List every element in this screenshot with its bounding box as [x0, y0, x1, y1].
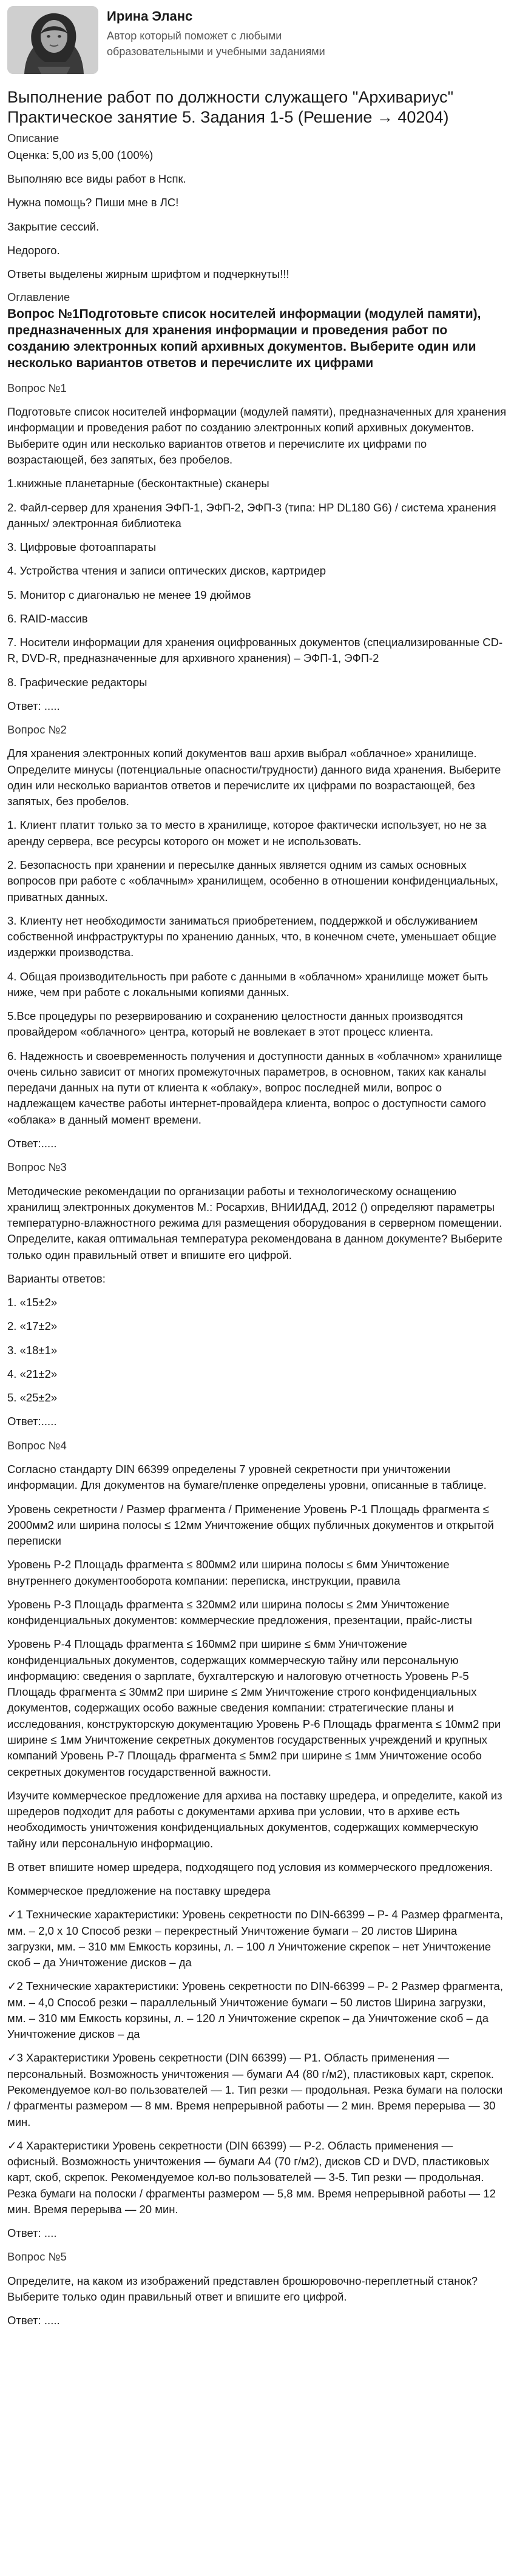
q1-option: 1.книжные планетарные (бесконтактные) сканеры: [7, 477, 269, 490]
q2-option: 2. Безопасность при хранении и пересылке данных является одним из самых основных вопросов при работе с «облачным» хранилищем, особенно в отношении конфиденциальных, приватных данных.: [7, 858, 499, 903]
q4-shredder-4: ✓4 Характеристики Уровень секретности (DIN 66399) — Р-2. Область применения — офисный. Возможность уничтожения — бумаги А4 (70 г/м2), дисков CD и DVD, пластиковых карт, скоб, скрепок. Рекомендуемое кол-во пользователей — 3-5. Тип резки — продольная. Резка бумаги на полоски / фрагменты размером — 5,8 мм. Время непрерывной работы — 12 мин. Время перерыва — 20 мин.: [7, 2139, 496, 2216]
description-line: Нужна помощь? Пиши мне в ЛС!: [7, 196, 179, 209]
q3-options-label: Варианты ответов:: [7, 1272, 106, 1285]
q1-option: 5. Монитор с диагональю не менее 19 дюймов: [7, 588, 251, 601]
q4-label: Вопрос №4: [7, 1438, 67, 1452]
description-label: Описание: [7, 131, 59, 144]
q3-label: Вопрос №3: [7, 1161, 67, 1174]
q3-option: 1. «15±2»: [7, 1296, 58, 1309]
author-info: [98, 6, 374, 60]
toc-heading[interactable]: Вопрос №1Подготовьте список носителей информации (модулей памяти), предназначенных для хранения информации и проведения работ по созданию электронных копий архивных документов. Выберите один или несколько вариантов ответов и перечислите их цифрами: [7, 307, 481, 371]
q2-option: 4. Общая производительность при работе с данными в «облачном» хранилище может быть ниже, чем при работе с локальными копиями данных.: [7, 969, 489, 999]
q1-option: 6. RAID-массив: [7, 612, 88, 625]
q1-option: 2. Файл-сервер для хранения ЭФП-1, ЭФП-2, ЭФП-3 (типа: HP DL180 G6) / система хранения данных/ электронная библиотека: [7, 501, 496, 530]
q3-option: 4. «21±2»: [7, 1367, 58, 1380]
q1-option: 3. Цифровые фотоаппараты: [7, 541, 157, 554]
description-line: Недорого.: [7, 243, 60, 257]
q4-paragraph: Уровень Р-3 Площадь фрагмента ≤ 320мм2 или ширина полосы ≤ 2мм Уничтожение конфиденциальных документов: коммерческие предложения, презентации, прайс-листы: [7, 1597, 472, 1627]
q3-answer: Ответ:.....: [7, 1415, 57, 1428]
q3-option: 2. «17±2»: [7, 1320, 58, 1333]
q2-option: 5.Все процедуры по резервированию и сохранению целостности данных производятся провайдером «облачного» центра, который не вовлекает в этот процесс клиента.: [7, 1010, 463, 1039]
q2-option: 3. Клиенту нет необходимости заниматься приобретением, поддержкой и обслуживанием собственной инфраструктуры по хранению данных, что, в конечном счете, уменьшает общие издержки производства.: [7, 914, 496, 959]
q4-shredder-3: ✓3 Характеристики Уровень секретности (DIN 66399) — Р1. Область применения — персональный. Возможность уничтожения — бумаги А4 (80 г/м2), пластиковых карт, скрепок. Рекомендуемое кол-во пользователей — 1. Тип резки — продольная. Резка бумаги на полоски / фрагменты размером — 8 мм. Время непрерывной работы — 2 мин. Время перерыва — 30 мин.: [7, 2051, 503, 2128]
q5-label: Вопрос №5: [7, 2250, 67, 2264]
q5-answer: Ответ: .....: [7, 2314, 60, 2327]
author-name[interactable]: Ирина Эланс: [107, 8, 193, 24]
q5-text: Определите, на каком из изображений представлен брошюровочно-переплетный станок? Выберите только один правильный ответ и впишите его цифрой.: [7, 2274, 478, 2303]
q1-answer: Ответ: .....: [7, 699, 60, 712]
q4-paragraph: В ответ впишите номер шредера, подходящего под условия из коммерческого предложения.: [7, 1860, 493, 1873]
author-block: [0, 0, 514, 78]
description-line: Ответы выделены жирным шрифтом и подчеркнуты!!!: [7, 268, 289, 281]
author-avatar[interactable]: [7, 6, 98, 74]
q1-option: 4. Устройства чтения и записи оптических дисков, картридер: [7, 564, 326, 578]
page-title: Выполнение работ по должности служащего "Архивариус" Практическое занятие 5. Задания 1-5 (Решение → 40204): [7, 88, 454, 126]
q3-text: Методические рекомендации по организации работы и технологическому оснащению хранилищ электронных документов М.: Росархив, ВНИИДАД, 2012 () определяют параметры температурно-влажностного режима для размещения оборудования в серверном помещении. Определите, какая оптимальная температура рекомендована в данном документе? Выберите только один правильный ответ и впишите его цифрой.: [7, 1184, 502, 1261]
q2-label: Вопрос №2: [7, 723, 67, 737]
description-line: Выполняю все виды работ в Нспк.: [7, 172, 186, 186]
q2-answer: Ответ:.....: [7, 1137, 57, 1150]
toc-label: Оглавление: [7, 291, 70, 304]
rating: Оценка: 5,00 из 5,00 (100%): [7, 148, 154, 161]
q2-option: 6. Надежность и своевременность получения и доступности данных в «облачном» хранилище очень сильно зависит от многих промежуточных параметров, в основном, таких как каналы передачи данных на пути от клиента к «облаку», вопрос последней мили, вопрос о надлежащем качестве работы интернет-провайдера клиента, вопрос о доступности самого «облака» в данный момент времени.: [7, 1049, 502, 1126]
q1-option: 7. Носители информации для хранения оцифрованных документов (специализированные CD-R, DVD-R, предназначенные для архивного хранения) – ЭФП-1, ЭФП-2: [7, 636, 503, 665]
q1-text: Подготовьте список носителей информации (модулей памяти), предназначенных для хранения информации и проведения работ по созданию электронных копий архивных документов. Выберите один или несколько вариантов ответов и перечислите их цифрами по возрастающей, без запятых, без пробелов.: [7, 405, 507, 466]
q4-paragraph: Коммерческое предложение на поставку шредера: [7, 1884, 271, 1898]
q4-paragraph: Изучите коммерческое предложение для архива на поставку шредера, и определите, какой из шредеров подходит для работы с документами архива при условии, что в архиве есть необходимость уничтожения конфиденциальных документов, содержащих коммерческую тайну или персональную информацию.: [7, 1789, 502, 1850]
description-line: Закрытие сессий.: [7, 220, 100, 233]
avatar-photo-icon: [7, 6, 98, 74]
q4-paragraph: Уровень секретности / Размер фрагмента / Применение Уровень Р-1 Площадь фрагмента ≤ 2000мм2 или ширина полосы ≤ 12мм Уничтожение общих публичных документов и открытой переписки: [7, 1502, 494, 1548]
q4-answer: Ответ: ....: [7, 2227, 57, 2240]
author-description: Автор который поможет с любыми образовательными и учебными заданиями: [107, 30, 325, 58]
q2-text: Для хранения электронных копий документов ваш архив выбрал «облачное» хранилище. Определите минусы (потенциальные опасности/трудности) данного вида хранения. Выберите один или несколько вариантов ответов и перечислите их цифрами по возрастающей, без запятых, без пробелов.: [7, 747, 501, 808]
q4-shredder-1: ✓1 Технические характеристики: Уровень секретности по DIN-66399 – Р- 4 Размер фрагмента, мм. – 2,0 х 10 Способ резки – перекрестный Уничтожение бумаги – 20 листов Ширина загрузки, мм. – 310 мм Емкость корзины, л. – 100 л Уничтожение скрепок – нет Уничтожение скоб – да Уничтожение дисков – да: [7, 1908, 503, 1969]
q1-option: 8. Графические редакторы: [7, 675, 147, 689]
q3-option: 5. «25±2»: [7, 1391, 58, 1404]
q1-label: Вопрос №1: [7, 381, 67, 394]
q4-paragraph: Уровень Р-4 Площадь фрагмента ≤ 160мм2 при ширине ≤ 6мм Уничтожение конфиденциальных документов, содержащих коммерческую тайну или персональную информацию: сведения о зарплате, бухгалтерскую и налоговую отчетность Уровень Р-5 Площадь фрагмента ≤ 30мм2 при ширине ≤ 2мм Уничтожение строго конфиденциальных документов, содержащих особо важные сведения компании: стратегические планы и исследования, конструкторскую документацию Уровень Р-6 Площадь фрагмента ≤ 10мм2 при ширине ≤ 1мм Уничтожение секретных документов государственных учреждений и крупных компаний Уровень Р-7 Площадь фрагмента ≤ 5мм2 при ширине ≤ 1мм Уничтожение особо секретных документов государственной важности.: [7, 1637, 501, 1778]
q4-paragraph: Согласно стандарту DIN 66399 определены 7 уровней секретности при уничтожении информации. Для документов на бумаге/пленке определены уровни, описанные в таблице.: [7, 1462, 487, 1492]
q3-option: 3. «18±1»: [7, 1343, 58, 1357]
q4-paragraph: Уровень Р-2 Площадь фрагмента ≤ 800мм2 или ширина полосы ≤ 6мм Уничтожение внутреннего документооборота компании: переписка, инструкции, правила: [7, 1558, 450, 1587]
q4-shredder-2: ✓2 Технические характеристики: Уровень секретности по DIN-66399 – Р- 2 Размер фрагмента, мм. – 4,0 Способ резки – параллельный Уничтожение бумаги – 50 листов Ширина загрузки, мм. – 310 мм Емкость корзины, л. – 120 л Уничтожение скрепок – да Уничтожение скоб – да Уничтожение дисков – да: [7, 1980, 503, 2041]
q2-option: 1. Клиент платит только за то место в хранилище, которое фактически использует, но не за аренду сервера, все ресурсы которого он может и не использовать.: [7, 818, 487, 848]
